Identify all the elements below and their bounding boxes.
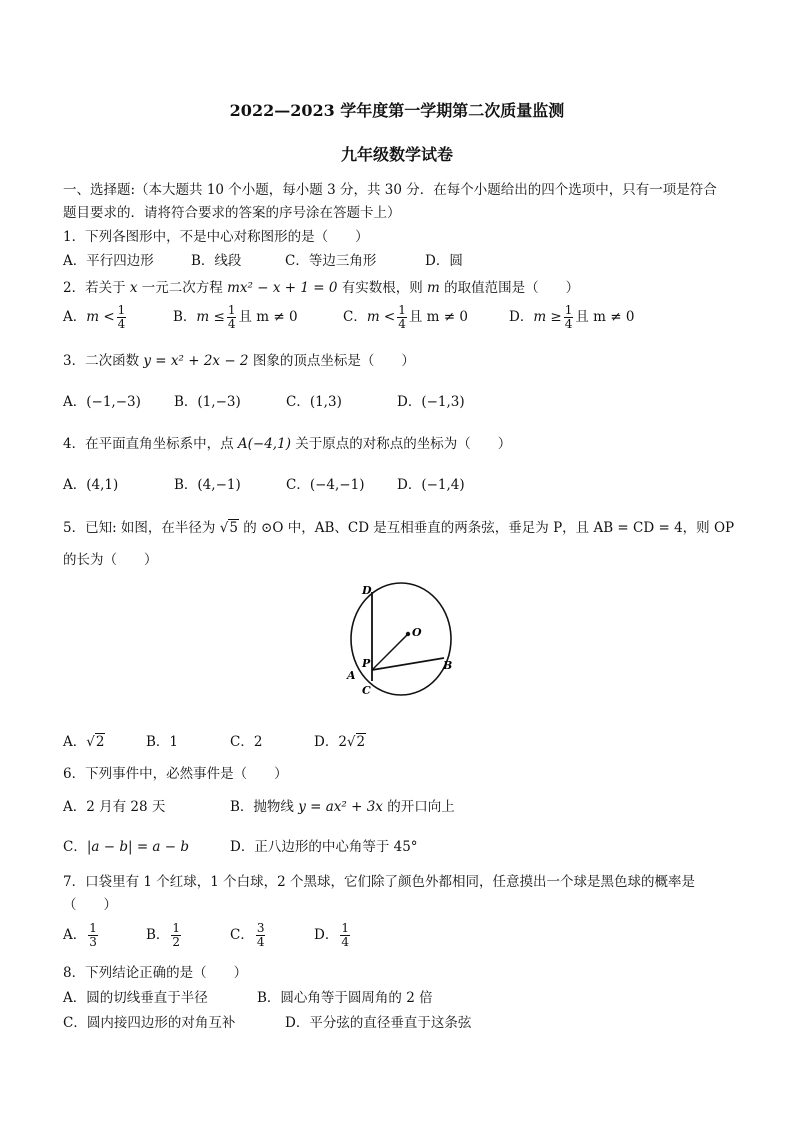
q2-d-expr: m ≥ xyxy=(533,309,562,325)
q5-stem-line1 xyxy=(63,516,734,536)
q3-option-a: A．(−1,−3) xyxy=(63,394,141,410)
q7-a-label: A． xyxy=(63,927,87,943)
q7-stem-2: （ ） xyxy=(63,897,117,913)
q4-stem-suffix: 关于原点的对称点的坐标为（ ） xyxy=(290,436,512,452)
q2-b-frac-den: 4 xyxy=(227,317,236,331)
q7-b-den: 2 xyxy=(172,935,181,949)
q5-stem-line2: 的长为（ ） xyxy=(63,552,158,568)
label-p: P xyxy=(362,657,371,670)
label-o: O xyxy=(412,626,422,639)
q2-option-d xyxy=(509,304,634,331)
q4-option-c: C．(−4,−1) xyxy=(286,477,365,493)
q7-d-frac xyxy=(340,922,350,949)
page-subtitle: 九年级数学试卷 xyxy=(340,145,453,164)
q5-option-d xyxy=(314,730,366,750)
q4-option-a: A．(4,1) xyxy=(63,477,119,493)
section-instructions-line1: 一、选择题:（本大题共 10 个小题，每小题 3 分，共 30 分．在每个小题给出的四个选项中，只有一项是符合 xyxy=(63,182,717,198)
q5-sqrt: √5 xyxy=(219,520,238,536)
q2-c-frac xyxy=(397,304,407,331)
q7-d-den: 4 xyxy=(341,935,349,949)
q6-option-a: A．2 月有 28 天 xyxy=(63,799,166,815)
q7-b-frac xyxy=(171,922,181,949)
q7-option-b xyxy=(146,922,183,949)
q2-d-frac xyxy=(564,304,574,331)
q2-d-frac-num: 1 xyxy=(564,303,573,317)
q6-c-eq: |a − b| = a − b xyxy=(86,839,190,855)
q5-stem-a: 5．已知: 如图，在半径为 xyxy=(63,520,220,536)
q5-option-a xyxy=(63,730,105,750)
q2-c-frac-num: 1 xyxy=(398,303,406,317)
circle xyxy=(351,583,451,695)
q8-option-b: B．圆心角等于圆周角的 2 倍 xyxy=(257,990,433,1006)
q2-b-post: 且 m ≠ 0 xyxy=(238,309,298,325)
q2-d-label: D． xyxy=(509,309,534,325)
q3-option-c: C．(1,3) xyxy=(286,394,342,410)
q2-d-post: 且 m ≠ 0 xyxy=(575,309,635,325)
q6-b-eq: y = ax² + 3x xyxy=(298,799,383,815)
q7-a-frac xyxy=(88,922,98,949)
label-d: D xyxy=(362,584,372,597)
label-c: C xyxy=(362,684,371,697)
q5-a-sqrt: √2 xyxy=(86,734,105,750)
q3-stem-suffix: 图象的顶点坐标是（ ） xyxy=(248,353,415,369)
q2-stem-prefix: 2．若关于 xyxy=(63,280,130,296)
q7-d-label: D． xyxy=(314,927,339,943)
q2-c-label: C． xyxy=(343,309,367,325)
q2-b-frac xyxy=(227,304,237,331)
q8-option-a: A．圆的切线垂直于半径 xyxy=(63,990,208,1006)
q3-stem xyxy=(63,349,415,369)
q7-c-num: 3 xyxy=(256,921,265,935)
q2-b-expr: m ≤ xyxy=(196,309,225,325)
q3-stem-eq: y = x² + 2x − 2 xyxy=(143,353,249,369)
q2-d-frac-den: 4 xyxy=(564,317,573,331)
q4-stem-point: A(−4,1) xyxy=(237,436,291,452)
q7-c-den: 4 xyxy=(256,935,265,949)
q6-option-c xyxy=(63,835,189,855)
q2-c-expr: m < xyxy=(366,309,396,325)
q2-a-label: A． xyxy=(63,309,87,325)
q4-option-b: B．(4,−1) xyxy=(174,477,241,493)
q5-stem-b: 的 ⊙O 中，AB、CD 是互相垂直的两条弦，垂足为 P，且 AB = CD = 4，则 OP xyxy=(238,520,735,536)
q8-stem: 8．下列结论正确的是（ ） xyxy=(63,965,248,981)
q7-stem: 7．口袋里有 1 个红球，1 个白球，2 个黑球，它们除了颜色外都相同，任意摸出一个球是黑色球的概率是 xyxy=(63,874,696,890)
q6-stem: 6．下列事件中，必然事件是（ ） xyxy=(63,766,288,782)
q4-option-d: D．(−1,4) xyxy=(397,477,465,493)
q6-option-b xyxy=(230,795,455,815)
q3-option-d: D．(−1,3) xyxy=(397,394,465,410)
q4-stem-prefix: 4．在平面直角坐标系中，点 xyxy=(63,436,238,452)
q2-stem-mid: 一元二次方程 xyxy=(137,280,228,296)
q2-option-c xyxy=(343,304,468,331)
q2-a-frac-den: 4 xyxy=(117,317,126,331)
section-instructions-line2: 题目要求的．请将符合要求的答案的序号涂在答题卡上） xyxy=(63,205,401,221)
q6-b-pre: B．抛物线 xyxy=(230,799,299,815)
q5-option-c: C．2 xyxy=(230,734,263,750)
q2-stem-m: m xyxy=(427,280,440,296)
q5-d-label: D．2 xyxy=(314,734,347,750)
q7-option-d xyxy=(314,922,352,949)
q7-b-num: 1 xyxy=(172,921,181,935)
q2-c-post: 且 m ≠ 0 xyxy=(408,309,468,325)
q7-option-a xyxy=(63,922,100,949)
q2-a-frac xyxy=(117,304,127,331)
q2-a-expr: m < xyxy=(86,309,115,325)
q6-c-label: C． xyxy=(63,839,87,855)
q5-circle-figure xyxy=(340,576,460,700)
q7-c-frac xyxy=(256,922,266,949)
page-title: 2022—2023 学年度第一学期第二次质量监测 xyxy=(229,101,565,120)
q5-sqrt-rad: 5 xyxy=(229,520,238,536)
q5-a-rad: 2 xyxy=(95,734,105,750)
q3-option-b: B．(1,−3) xyxy=(174,394,241,410)
label-b: B xyxy=(443,659,453,672)
q1-option-b: B．线段 xyxy=(191,253,242,269)
q2-b-label: B． xyxy=(173,309,197,325)
q5-d-sqrt: √2 xyxy=(346,734,366,750)
q2-b-frac-num: 1 xyxy=(227,303,236,317)
q8-option-c: C．圆内接四边形的对角互补 xyxy=(63,1015,236,1031)
q7-c-label: C． xyxy=(230,927,254,943)
q6-option-d: D．正八边形的中心角等于 45° xyxy=(230,839,418,855)
q2-option-b xyxy=(173,304,298,331)
q2-stem xyxy=(63,276,579,296)
q2-option-a xyxy=(63,304,128,331)
q3-stem-prefix: 3．二次函数 xyxy=(63,353,144,369)
center-point xyxy=(406,632,410,636)
q1-option-a: A．平行四边形 xyxy=(63,253,154,269)
q8-option-d: D．平分弦的直径垂直于这条弦 xyxy=(285,1015,472,1031)
q2-stem-mid2: 有实数根，则 xyxy=(337,280,428,296)
label-a: A xyxy=(347,669,356,682)
q7-a-num: 1 xyxy=(89,921,97,935)
q7-option-c xyxy=(230,922,267,949)
q2-stem-var: x xyxy=(129,280,138,296)
q5-option-b: B．1 xyxy=(146,734,179,750)
q1-stem: 1．下列各图形中，不是中心对称图形的是（ ） xyxy=(63,229,369,245)
q2-stem-eq: mx² − x + 1 = 0 xyxy=(227,280,338,296)
q1-option-c: C．等边三角形 xyxy=(285,253,377,269)
q4-stem xyxy=(63,432,511,452)
q6-b-post: 的开口向上 xyxy=(382,799,455,815)
q7-d-num: 1 xyxy=(341,921,349,935)
q5-d-rad: 2 xyxy=(356,734,366,750)
q5-a-label: A． xyxy=(63,734,87,750)
q7-b-label: B． xyxy=(146,927,170,943)
q2-stem-suffix: 的取值范围是（ ） xyxy=(439,280,580,296)
q2-c-frac-den: 4 xyxy=(398,317,406,331)
q2-a-frac-num: 1 xyxy=(117,303,126,317)
q1-option-d: D．圆 xyxy=(425,253,463,269)
q7-a-den: 3 xyxy=(89,935,97,949)
